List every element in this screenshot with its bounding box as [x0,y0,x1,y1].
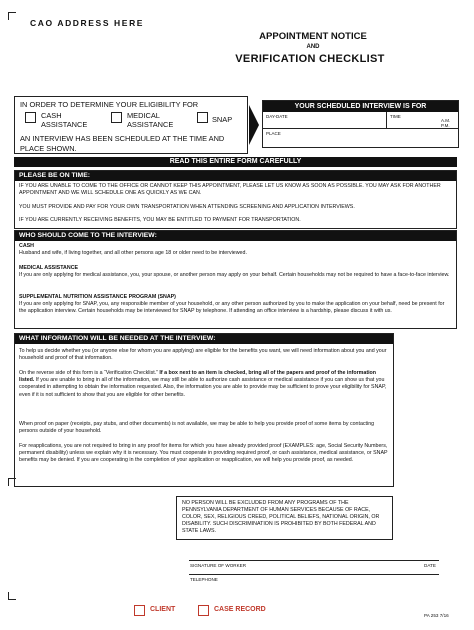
corner-mark [8,592,16,600]
divider [263,128,458,129]
corner-mark [8,12,16,20]
cash-label: CASH ASSISTANCE [41,111,88,129]
nondiscrimination-box [176,496,393,540]
on-time-p2: YOU MUST PROVIDE AND PAY FOR YOUR OWN TRANSPORTATION WHEN ATTENDING SCREENING AND APPLICATION INTERVIEWS. [19,204,355,210]
title-line2: AND [306,44,320,50]
arrow-icon [249,105,259,145]
read-banner: READ THIS ENTIRE FORM CAREFULLY [14,157,457,167]
on-time-title: PLEASE BE ON TIME: [15,171,456,181]
cash-title: CASH [19,243,35,249]
time-label: TIME [390,114,401,119]
who-section [14,230,457,329]
signature-label: SIGNATURE OF WORKER [190,563,247,568]
on-time-section [14,170,457,229]
scheduled-text: AN INTERVIEW HAS BEEN SCHEDULED AT THE TIME AND PLACE SHOWN. [20,134,225,153]
place-label: PLACE [266,131,281,136]
nondiscrimination-text: NO PERSON WILL BE EXCLUDED FROM ANY PROGRAMS OF THE PENNSYLVANIA DEPARTMENT OF HUMAN SERVICES BECAUSE OF RACE, COLOR, SEX, RELIGIOUS CREED, POLITICAL BELIEFS, NATIONAL ORIGIN, OR DISABILITY. SUCH DISCRIMINATION IS PROHIBITED BY BOTH FEDERAL AND STATE LAWS. [182,500,380,534]
info-p1: To help us decide whether you (or anyone else for whom you are applying) are eligible for the benefits you want, we will need information about you and your household and proof of that information. [19,348,387,362]
snap-label: SNAP [212,115,233,124]
schedule-box [262,100,459,148]
snap-checkbox[interactable] [197,112,208,123]
who-title: WHO SHOULD COME TO THE INTERVIEW: [15,231,456,241]
form-number: PA 253 7/16 [424,613,449,618]
cao-address: CAO ADDRESS HERE [30,18,145,28]
cash-checkbox[interactable] [25,112,36,123]
info-p2: On the reverse side of this form is a “Verification Checklist.” If a box next to an item is checked, bring all of the papers and proof of the information listed. If you are unable to bring in all of the information, we may still be able to authorize cash assistance or medical assistance if you can show us that you cooperated in attempting to obtain the information requested. Also, the information you are able to provide may be sufficient to prove your eligibility for SNAP, even if it is not sufficient to show that you are eligible for other benefits. [19,370,387,398]
client-label: CLIENT [150,606,176,613]
cash-text: Husband and wife, if living together, and all other persons age 18 or older need to be interviewed. [19,250,247,256]
case-record-label: CASE RECORD [214,606,266,613]
ma-title: MEDICAL ASSISTANCE [19,265,79,271]
telephone-line[interactable] [189,574,439,575]
title-line3: VERIFICATION CHECKLIST [235,53,385,65]
info-p4: For reapplications, you are not required to bring in any proof for items for which you have already provided proof (EXAMPLES: age, Social Security Numbers, permanent disability) unless we explain why it is necessary. You must cooperate in providing required proof, or cash assistance, medical assistance, or SNAP benefits may be denied. If you are cooperating in the completion of your application or reapplication, we will help you provide proof, as needed. [19,443,388,464]
day-date-label: DAY-DATE [266,114,288,119]
on-time-p1: IF YOU ARE UNABLE TO COME TO THE OFFICE OR CANNOT KEEP THIS APPOINTMENT, PLEASE LET US KNOW AS SOON AS POSSIBLE. YOU MAY ASK FOR ANOTHER APPOINTMENT AND WE WILL SCHEDULE ONE AS QUICKLY AS WE CAN. [19,183,441,197]
case-record-checkbox[interactable] [198,605,209,616]
am-label: A.M. [441,118,451,123]
snap-text: If you are only applying for SNAP, you, any responsible member of your household, or any other person authorized by you to make the application on your behalf, need be present for the application interview. Certain households may be interviewed for SNAP by telephone. If attending an office interview is a hardship, please discuss it with us. [19,301,445,315]
info-title: WHAT INFORMATION WILL BE NEEDED AT THE INTERVIEW: [15,334,393,344]
eligibility-intro: IN ORDER TO DETERMINE YOUR ELIGIBILITY FOR [20,100,199,109]
eligibility-box [14,96,248,154]
divider [386,112,387,128]
client-checkbox[interactable] [134,605,145,616]
title-line1: APPOINTMENT NOTICE [259,31,367,42]
on-time-p3: IF YOU ARE CURRENTLY RECEIVING BENEFITS, YOU MAY BE ENTITLED TO PAYMENT FOR TRANSPORTATION. [19,217,301,223]
medical-checkbox[interactable] [111,112,122,123]
ma-text: If you are only applying for medical assistance, you, your spouse, or another person may apply on your behalf. Certain households may not be required to have a face-to-face interview. [19,272,450,278]
info-section [14,333,394,487]
schedule-header: YOUR SCHEDULED INTERVIEW IS FOR [263,101,458,112]
telephone-label: TELEPHONE [190,577,218,582]
pm-label: P.M. [441,123,450,128]
snap-title: SUPPLEMENTAL NUTRITION ASSISTANCE PROGRAM (SNAP) [19,294,176,300]
medical-label: MEDICAL ASSISTANCE [127,111,174,129]
signature-line[interactable] [189,560,439,561]
date-label: DATE [424,563,436,568]
info-p3: When proof on paper (receipts, pay stubs, and other documents) is not available, we may be able to help you provide proof of some items by contacting persons outside of your household. [19,421,375,435]
